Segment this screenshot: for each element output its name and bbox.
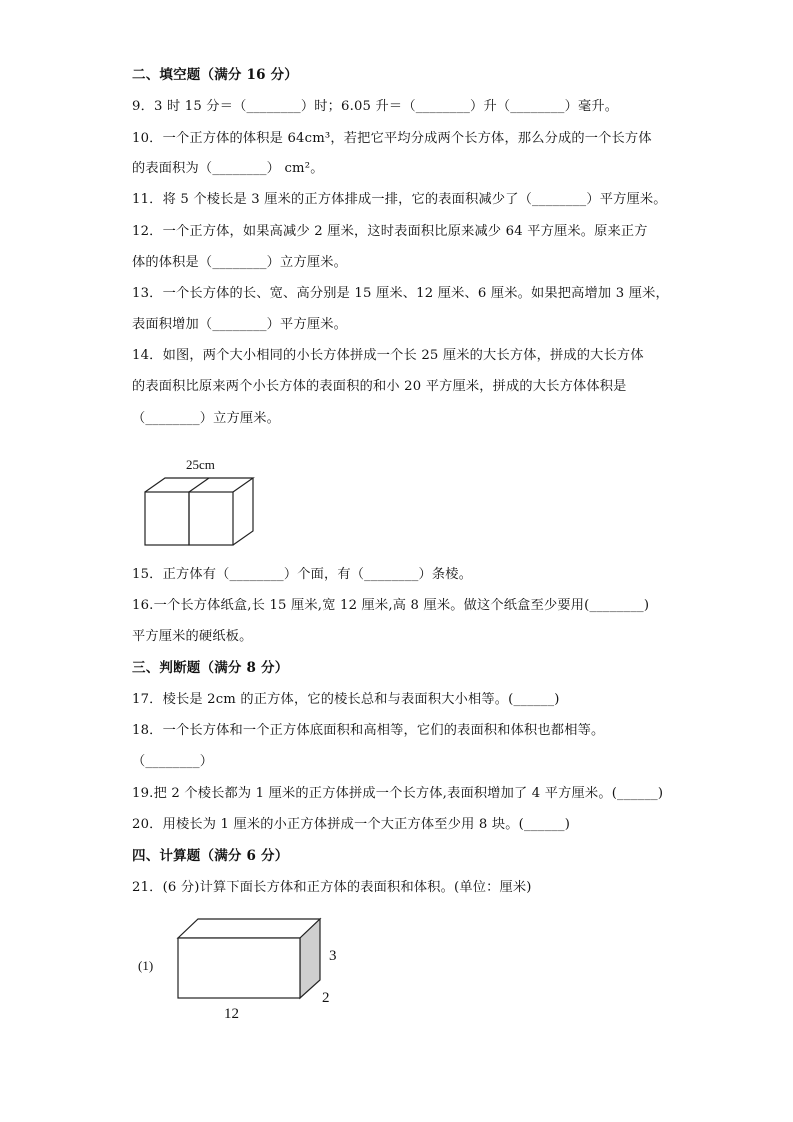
question-10-line-1: 10．一个正方体的体积是 64cm³，若把它平均分成两个长方体，那么分成的一个长方体 [132, 131, 652, 146]
question-19: 19.把 2 个棱长都为 1 厘米的正方体拼成一个长方体,表面积增加了 4 平方厘米。(______) [132, 786, 664, 801]
question-14-line-3: （________）立方厘米。 [132, 411, 281, 426]
question-10-line-2: 的表面积为（________） cm²。 [132, 161, 324, 176]
middle-top-edge [189, 478, 209, 492]
question-21: 21．(6 分)计算下面长方体和正方体的表面积和体积。(单位：厘米) [132, 880, 532, 895]
cuboid-width-label: 2 [322, 990, 330, 1006]
section-heading-calc: 四、计算题（满分 6 分） [132, 848, 289, 864]
cuboid-top-face [178, 919, 320, 938]
question-9: 9．3 时 15 分＝（________）时；6.05 升＝（________）升（________）毫升。 [132, 99, 619, 114]
question-18-line-2: （________） [132, 754, 214, 769]
question-17: 17．棱长是 2cm 的正方体，它的棱长总和与表面积大小相等。(______) [132, 692, 560, 707]
question-12-line-2: 体的体积是（________）立方厘米。 [132, 255, 347, 270]
figure-part-label: (1) [138, 958, 154, 973]
section-heading-judge: 三、判断题（满分 8 分） [132, 660, 289, 676]
question-13-line-1: 13．一个长方体的长、宽、高分别是 15 厘米、12 厘米、6 厘米。如果把高增加 3 厘米， [132, 286, 669, 301]
cuboid-length-label: 12 [224, 1006, 239, 1022]
cuboid-front-face [178, 938, 300, 998]
question-18-line-1: 18．一个长方体和一个正方体底面积和高相等，它们的表面积和体积也都相等。 [132, 723, 605, 738]
question-14-line-2: 的表面积比原来两个小长方体的表面积的和小 20 平方厘米，拼成的大长方体体积是 [132, 379, 627, 394]
section-heading-fill-in: 二、填空题（满分 16 分） [132, 67, 298, 83]
question-16-line-1: 16.一个长方体纸盒,长 15 厘米,宽 12 厘米,高 8 厘米。做这个纸盒至少要用(________) [132, 598, 650, 613]
question-11: 11．将 5 个棱长是 3 厘米的正方体排成一排，它的表面积减少了（________）平方厘米。 [132, 192, 667, 207]
figure-two-cuboids [138, 452, 263, 552]
right-side-face [233, 478, 253, 545]
question-15: 15．正方体有（________）个面，有（________）条棱。 [132, 567, 473, 582]
question-12-line-1: 12．一个正方体，如果高减少 2 厘米，这时表面积比原来减少 64 平方厘米。原来正方 [132, 224, 648, 239]
question-16-line-2: 平方厘米的硬纸板。 [132, 629, 253, 644]
question-14-line-1: 14．如图，两个大小相同的小长方体拼成一个长 25 厘米的大长方体，拼成的大长方体 [132, 348, 644, 363]
cuboid-height-label: 3 [329, 948, 337, 964]
left-cube-front-face [145, 492, 189, 545]
figure-length-label: 25cm [186, 457, 215, 472]
question-13-line-2: 表面积增加（________）平方厘米。 [132, 317, 347, 332]
right-cube-front-face [189, 492, 233, 545]
question-20: 20．用棱长为 1 厘米的小正方体拼成一个大正方体至少用 8 块。(______) [132, 817, 571, 832]
figure-cuboid [132, 908, 362, 1028]
